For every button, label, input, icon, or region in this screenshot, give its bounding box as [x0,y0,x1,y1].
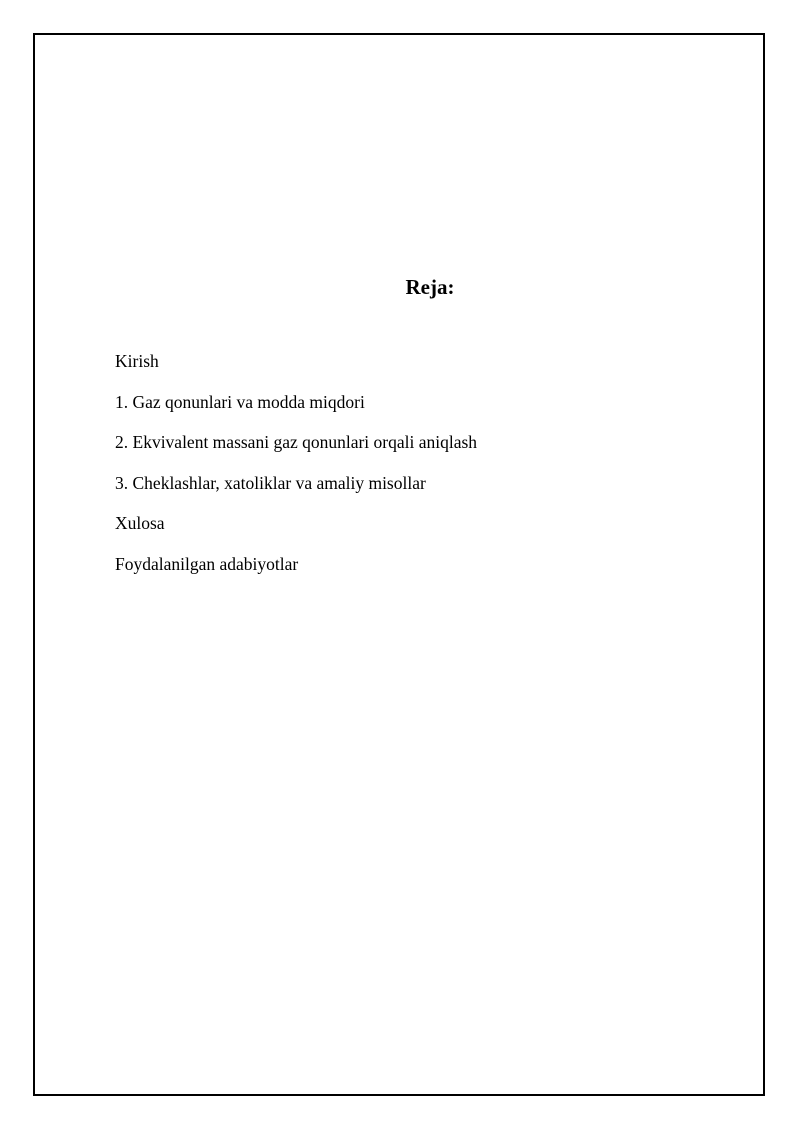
plan-item-2: 2. Ekvivalent massani gaz qonunlari orqali aniqlash [115,432,478,452]
plan-item-conclusion: Xulosa [115,513,165,533]
plan-list [115,350,477,593]
page-title: Reja: [405,275,455,299]
plan-item-references: Foydalanilgan adabiyotlar [115,553,299,574]
plan-item-introduction: Kirish [115,351,159,371]
plan-item-3: 3. Cheklashlar, xatoliklar va amaliy misollar [115,472,426,493]
plan-item-1: 1. Gaz qonunlari va modda miqdori [115,391,365,412]
